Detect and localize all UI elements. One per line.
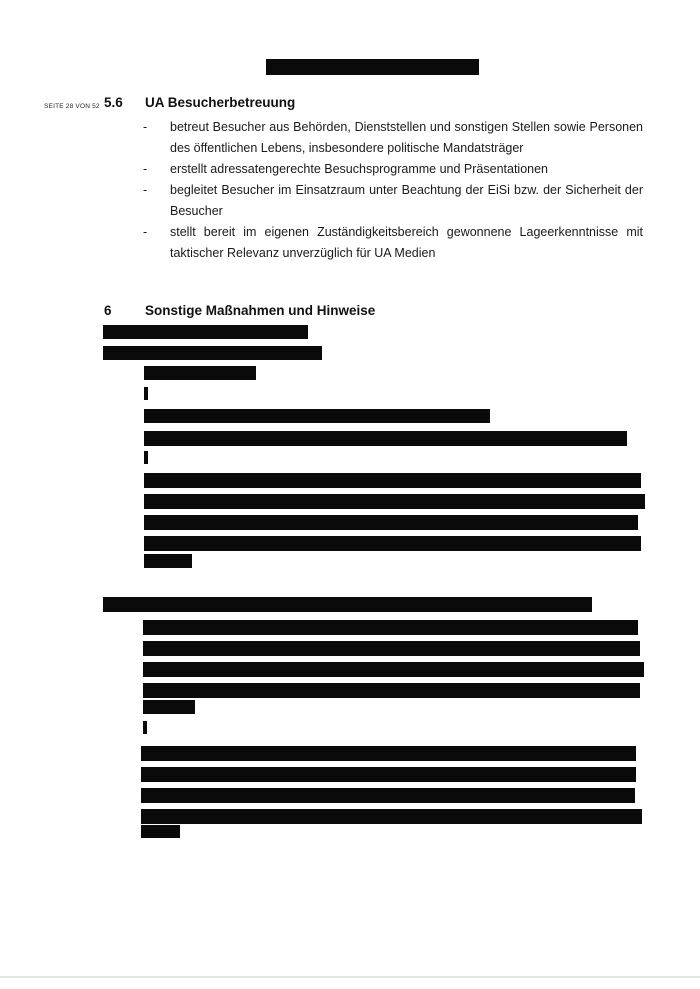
page-number: SEITE 28 VON 52 — [44, 103, 100, 110]
redaction-block — [144, 494, 645, 509]
redaction-block — [103, 346, 322, 360]
bullet-dash: - — [143, 162, 148, 176]
redaction-block — [103, 597, 592, 612]
bullet-item — [143, 159, 643, 180]
redaction-block — [144, 554, 192, 568]
redaction-block — [143, 620, 638, 635]
redaction-block — [143, 662, 644, 677]
redaction-block — [103, 325, 308, 339]
section-5-6-bullet-list — [143, 117, 643, 264]
redaction-block — [144, 409, 490, 423]
section-6-number: 6 — [104, 303, 112, 318]
redaction-block — [141, 788, 635, 803]
redaction-block — [143, 641, 640, 656]
redaction-block — [143, 683, 640, 698]
redaction-block — [144, 473, 641, 488]
section-5-6-title: UA Besucherbetreuung — [145, 95, 296, 110]
redaction-block — [141, 809, 642, 824]
redaction-block — [144, 387, 148, 400]
redaction-block — [143, 721, 147, 734]
bullet-text: stellt bereit im eigenen Zuständigkeitsbereich gewonnene Lageerkenntnisse mit taktischer Relevanz unverzüglich für UA Medien — [170, 225, 643, 260]
redaction-block — [143, 700, 195, 714]
page-bottom-edge — [0, 976, 700, 978]
redaction-header — [266, 59, 479, 75]
bullet-dash: - — [143, 183, 148, 197]
bullet-item — [143, 222, 643, 264]
bullet-dash: - — [143, 225, 148, 239]
redaction-block — [141, 767, 636, 782]
bullet-dash: - — [143, 120, 148, 134]
redaction-block — [144, 366, 256, 380]
bullet-item — [143, 117, 643, 159]
redaction-block — [144, 515, 638, 530]
redaction-block — [141, 746, 636, 761]
redaction-block — [141, 825, 180, 838]
section-5-6-number: 5.6 — [104, 95, 123, 110]
bullet-text: begleitet Besucher im Einsatzraum unter Beachtung der EiSi bzw. der Sicherheit der Besucher — [170, 183, 643, 218]
bullet-item — [143, 180, 643, 222]
bullet-text: erstellt adressatengerechte Besuchsprogramme und Präsentationen — [170, 162, 548, 176]
redaction-block — [144, 431, 627, 446]
section-6-title: Sonstige Maßnahmen und Hinweise — [145, 303, 376, 318]
bullet-text: betreut Besucher aus Behörden, Dienststellen und sonstigen Stellen sowie Personen des öffentlichen Lebens, insbesondere politische Mandatsträger — [170, 120, 643, 155]
redaction-block — [144, 536, 641, 551]
redaction-block — [144, 451, 148, 464]
